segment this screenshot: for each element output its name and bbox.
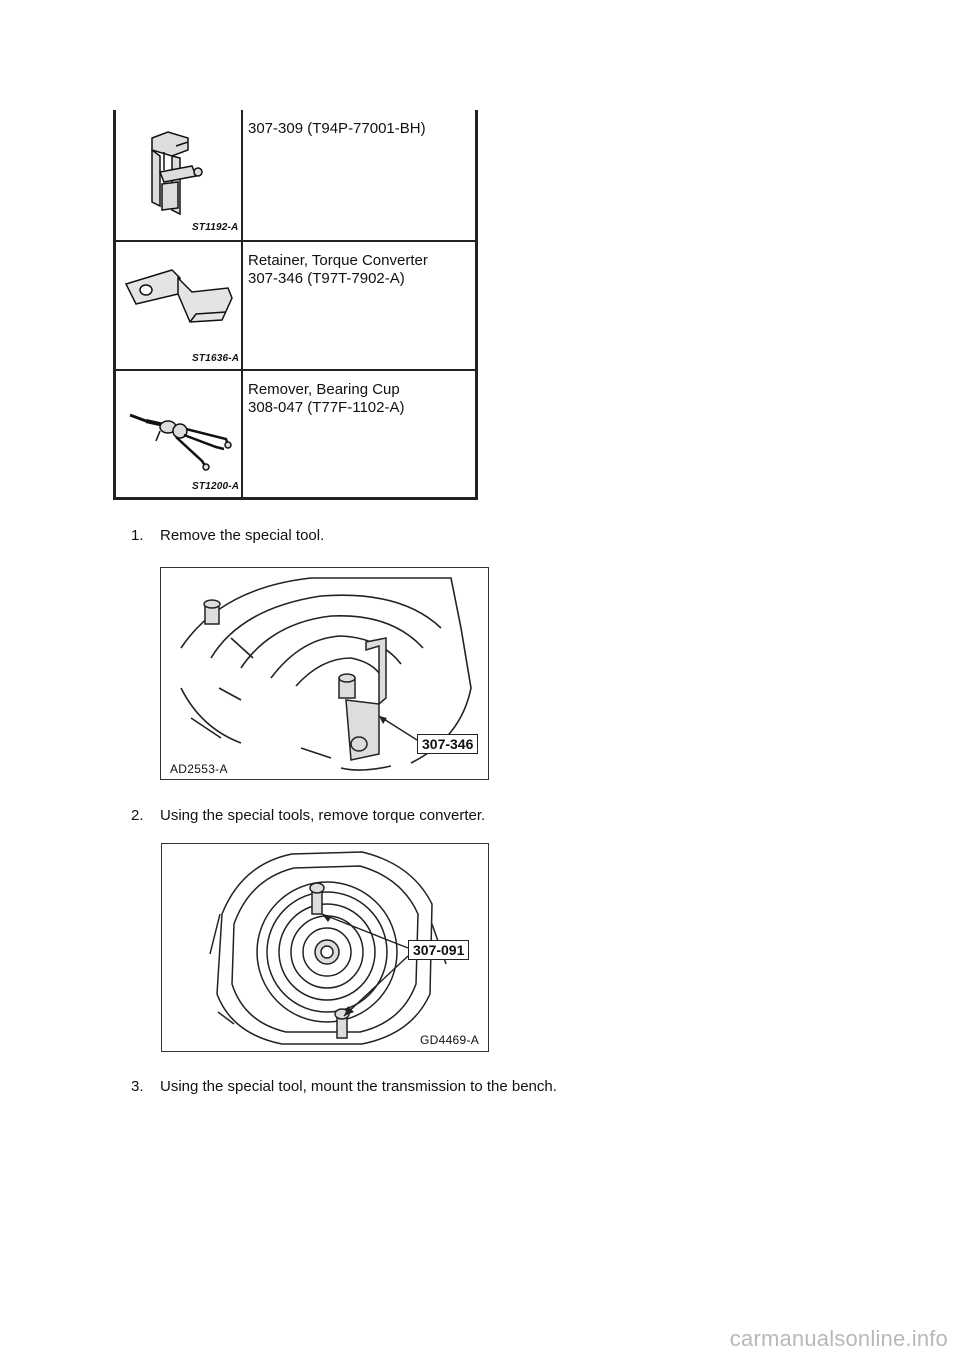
- tool-illustration-cell: [115, 241, 243, 370]
- tool-name: Remover, Bearing Cup: [248, 381, 400, 398]
- step-1: [131, 527, 324, 545]
- tool-callout-label: 307-346: [417, 734, 478, 754]
- tool-description-cell: [242, 110, 477, 241]
- step-text: Remove the special tool.: [160, 527, 325, 544]
- step-text: Using the special tool, mount the transmission to the bench.: [160, 1078, 557, 1095]
- figure-converter-removal: [161, 843, 489, 1052]
- tool-description-cell: [242, 241, 477, 370]
- tool-row: [115, 110, 477, 241]
- tool-name: Retainer, Torque Converter: [248, 252, 428, 269]
- tool-number: 307-346 (T97T-7902-A): [248, 270, 405, 287]
- step-3: [131, 1078, 557, 1096]
- step-text: Using the special tools, remove torque converter.: [160, 807, 486, 824]
- tool-number: 308-047 (T77F-1102-A): [248, 399, 405, 416]
- tool-callout-label: 307-091: [408, 940, 469, 960]
- figure-code: ST1200-A: [192, 481, 240, 492]
- bearing-cup-remover-illustration: [116, 371, 241, 497]
- tool-illustration-cell: [115, 110, 243, 241]
- figure-retainer-removal: [160, 567, 489, 780]
- figure-code: ST1192-A: [192, 222, 239, 233]
- tool-number: 307-309 (T94P-77001-BH): [248, 120, 426, 137]
- retainer-plate-illustration: [116, 242, 241, 369]
- tool-clamp-illustration: [116, 110, 241, 240]
- step-2: [131, 807, 485, 825]
- figure-code: AD2553-A: [170, 762, 228, 776]
- tool-illustration-cell: [115, 370, 243, 499]
- tool-row: [115, 370, 477, 499]
- figure-code: ST1636-A: [192, 353, 240, 364]
- tool-description-cell: [242, 370, 477, 499]
- step-number: 1.: [131, 527, 144, 544]
- tool-row: [115, 241, 477, 370]
- step-number: 2.: [131, 807, 144, 824]
- step-number: 3.: [131, 1078, 144, 1095]
- figure-code: GD4469-A: [420, 1033, 480, 1047]
- watermark-footer: carmanualsonline.info: [729, 1326, 948, 1351]
- special-tools-table: [113, 110, 478, 500]
